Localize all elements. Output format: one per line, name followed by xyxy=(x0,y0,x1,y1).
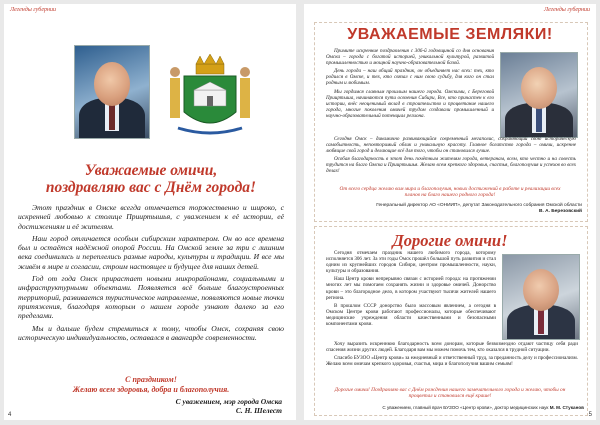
stukanov-portrait xyxy=(502,254,580,340)
body-paragraph: Мы и дальше будем стремиться к тому, чтобы Омск, сохраняя свою историческую индивидуальность, оставался в авангарде современности. xyxy=(18,323,284,342)
section-2-paragraph: Хочу выразить искреннюю благодарность всем донорам, которые безвозмездно отдают частицу себя ради спасения жизни других людей. Благодаря вам мы можем помочь тем, кто оказался в трудной ситуации. xyxy=(326,341,578,354)
section-2-paragraph: В прошлом СССР донорство было массовым явлением, а сегодня в Омском Центре крови работают профессионалы, которые обеспечивают медицинские учреждения области качественными и безопасными компонентами крови. xyxy=(326,302,496,328)
holiday-line-2: Желаю всем здоровья, добра и благополучия. xyxy=(72,385,230,394)
section-1-signature xyxy=(332,203,582,215)
greeting-body xyxy=(18,203,284,345)
section-1-text xyxy=(326,48,494,121)
section-1-title: УВАЖАЕМЫЕ ЗЕМЛЯКИ! xyxy=(347,26,553,43)
signature-line-1: С уважением, мэр города Омска xyxy=(175,397,282,406)
section-1-signature-name: В. А. Березовский xyxy=(539,209,582,214)
section-1-signature-role: Генеральный директор АО «ОНИИП», депутат Законодательного собрания Омской области xyxy=(376,203,582,208)
left-page xyxy=(4,4,296,420)
section-1-paragraph: День города – наш общий праздник, он объединяет нас всех: тех, кто родился в Омске, и тех, кто связал с ним свою судьбу, для кого он стал родным и любимым. xyxy=(326,68,494,87)
body-paragraph: Год от года Омск прирастает новыми микрорайонами, социальными и инфраструктурными объектами. Появляется всё больше благоустроенных территорий, развивается туристическое направление, появляются новые точки притяжения, благодаря которым о нашем городе узнают далеко за его пределами. xyxy=(18,274,284,321)
section-1-paragraph: Особая благодарность в этот день почётным жителям города, ветеранам, всем, кто честно и на совесть трудится на благо Омска и Прииртышья. Желаю всем крепкого здоровья, счастья, благополучия и успехов во всех делах! xyxy=(326,156,576,175)
page-number-right: 5 xyxy=(588,412,592,418)
section-1-paragraph: Мы гордимся славным прошлым нашего города. Омскими, с Береговой Прииртыша, начинаются пути освоения Сибири, Все, кто причастен к его истории, внёс неоценимый вклад в строительство и процветание нашего города, многие поколения омичей трудом создавали промышленный и научно-образовательный потенциал региона. xyxy=(326,88,494,119)
right-page xyxy=(304,4,596,420)
holiday-wish xyxy=(18,375,284,395)
page-number-left: 4 xyxy=(8,412,12,418)
mayor-portrait xyxy=(74,45,150,139)
holiday-line-1: С праздником! xyxy=(125,375,177,384)
section-1-paragraph: Сегодня Омск – динамично развивающийся современный мегаполис, сохраняющий свою историческую самобытность, неповторимый облик и уникальную красоту. Главное богатство города – омичи, искренне любящие свой город и делающие всё для того, чтобы он становился лучше. xyxy=(326,136,576,155)
section-1-paragraph: Примите искренние поздравления с 306-й годовщиной со дня основания Омска – города с богатой историей, уникальной культурой, развитой промышленностью и мощной научно-образовательной базой. xyxy=(326,48,494,67)
section-2-text xyxy=(326,250,496,329)
section-2-paragraph: Наш Центр крови непрерывно связан с историей города: на протяжении многих лет мы помогаем сохранять жизни и здоровье омичей. Донорство крови – это благородное дело, в котором участвуют тысячи жителей нашего региона. xyxy=(326,276,496,301)
section-2-title: Дорогие омичи! xyxy=(392,231,508,250)
berezovsky-portrait xyxy=(500,52,578,138)
section-2-signature-name: М. М. Стуканов xyxy=(549,405,584,410)
mayor-signature xyxy=(176,397,282,415)
city-coat-of-arms xyxy=(164,42,256,142)
section-2-paragraph: Сегодня отмечаем праздник нашего любимого города, которому исполняется 306 лет. За эти годы Омск прошёл большой путь развития и стал одним из крупнейших городов Сибири, центром промышленности, науки, культуры и образования. xyxy=(326,250,496,275)
section-2-text-wide xyxy=(326,341,578,369)
body-paragraph: Наш город отличается особым сибирским характером. Он во все времена был и остаётся надёжной опорой России. На Омской земле за три с лишним века соединились и переплелись разные народы, культуры и традиции. И все мы живём в мире и согласии, строим настоящее и будущее для наших детей. xyxy=(18,233,284,271)
running-head-right: Легенды губернии xyxy=(544,7,590,13)
section-2-closing: Дорогие омичи! Поздравляю вас с Днём рождения нашего замечательного города и желаю, чтобы он процветал и становился ещё краше! xyxy=(334,387,566,400)
section-1-closing: От всего сердца желаю вам мира и благополучия, новых достижений в работе и реализации всех планов на благо нашего родного города! xyxy=(339,186,561,199)
body-paragraph: Этот праздник в Омске всегда отмечается торжественно и широко, с искренней любовью к столице Прииртышья, с уважением к её истории, её достижениям и её жителям. xyxy=(18,203,284,231)
greeting-line-2: поздравляю вас с Днём города! xyxy=(45,179,257,196)
signature-line-2: С. Н. Шелест xyxy=(235,406,282,415)
section-2-paragraph: Спасибо БУЗОО «Центр крови» за ежедневный и ответственный труд, за преданность делу и профессионализм. Желаю всем омичам крепкого здоровья, счастья, мира и благополучия вашим семьям! xyxy=(326,355,578,368)
running-head-left: Легенды губернии xyxy=(10,7,56,13)
greeting-title xyxy=(18,162,284,196)
section-1-text-wide xyxy=(326,136,576,177)
section-2-signature xyxy=(344,405,584,411)
greeting-line-1: Уважаемые омичи, xyxy=(84,162,218,179)
section-2-signature-role: С уважением, главный врач БУЗОО «Центр крови», доктор медицинских наук xyxy=(382,405,549,410)
